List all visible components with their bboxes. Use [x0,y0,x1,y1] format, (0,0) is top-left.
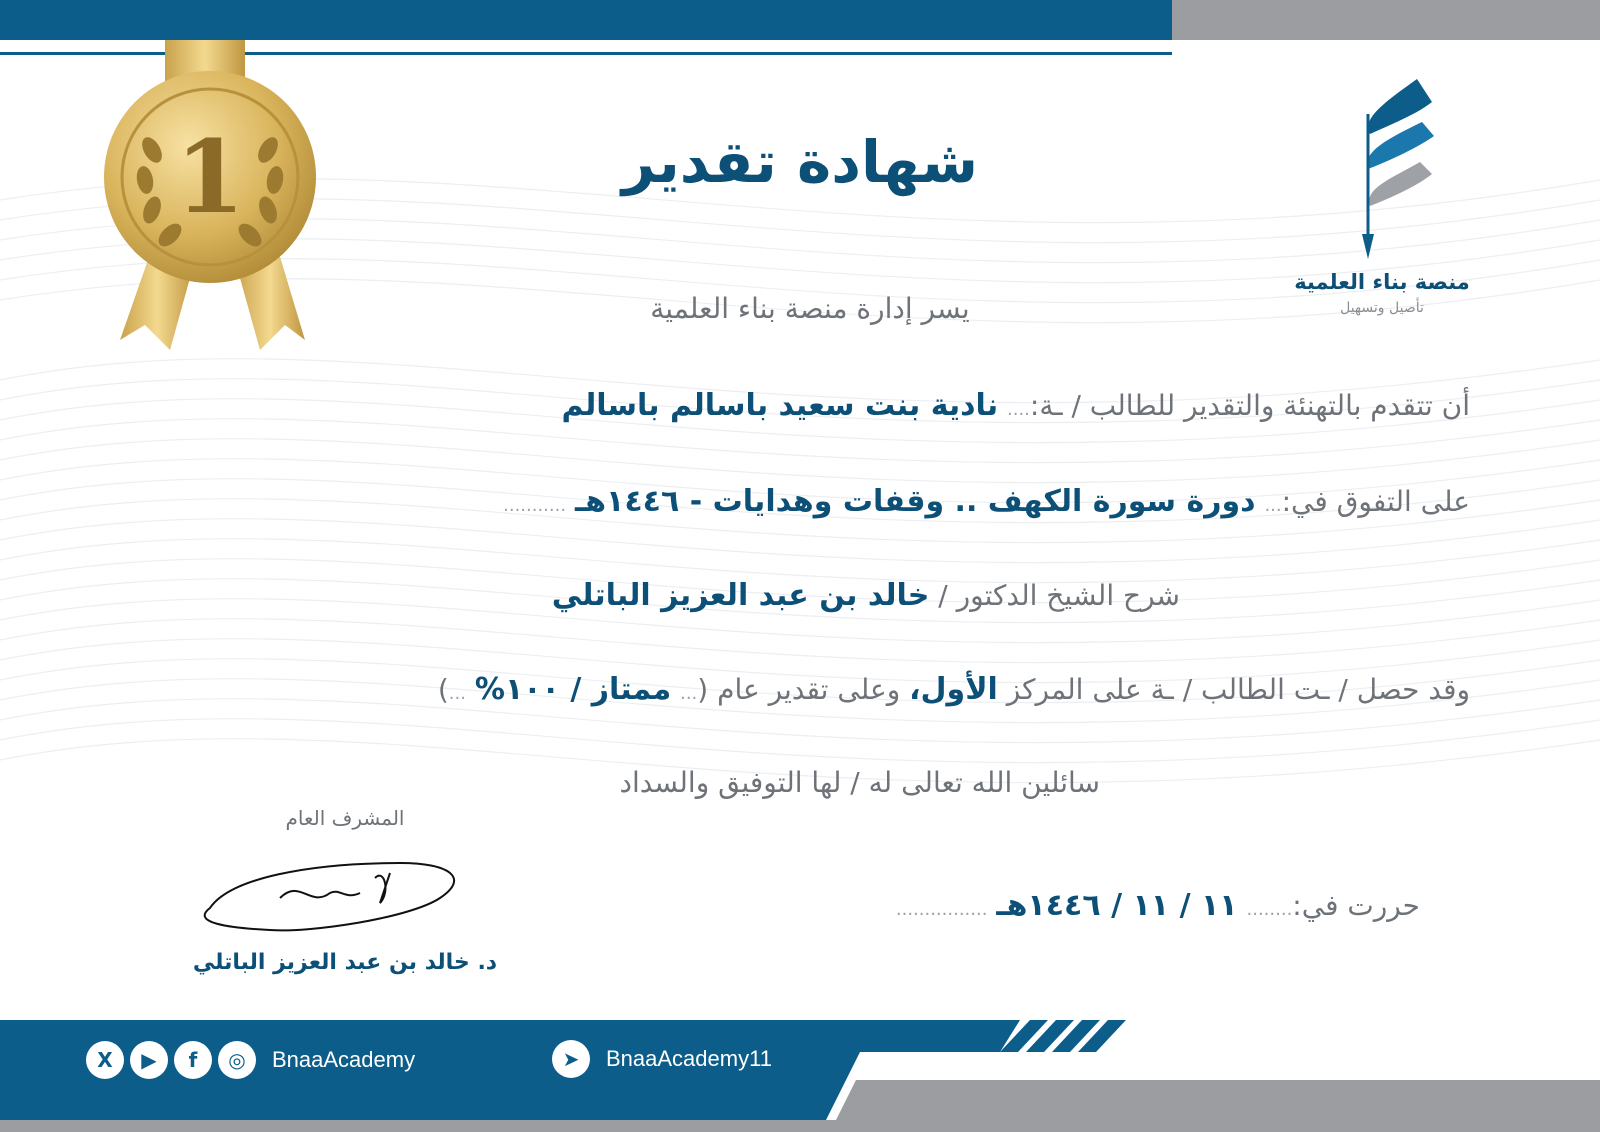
instagram-icon[interactable]: ◎ [218,1041,256,1079]
line-date: حررت في:........ ١١ / ١١ / ١٤٤٦هـ ................ [895,888,1420,923]
line4-prefix: وقد حصل / ـت الطالب / ـة على المركز [1006,673,1470,706]
signature-name: د. خالد بن عبد العزيز الباتلي [192,950,498,975]
logo-tagline: تأصيل وتسهيل [1340,300,1424,316]
medal-number: 1 [175,118,245,236]
line-grade: وقد حصل / ـت الطالب / ـة على المركز الأول، وعلى تقدير عام (... ممتاز / ١٠٠% ...) [437,672,1470,707]
telegram-handle[interactable]: BnaaAcademy11 [606,1046,772,1071]
social-links [86,1040,415,1080]
youtube-icon[interactable]: ▶ [130,1041,168,1079]
telegram-icon[interactable]: ➤ [552,1040,590,1078]
student-name: نادية بنت سعيد باسالم باسالم [561,388,999,423]
line4-middle: وعلى تقدير عام ( [697,673,901,706]
intro-text: يسر إدارة منصة بناء العلمية [650,292,970,325]
closing-text: سائلين الله تعالى له / لها التوفيق والسداد [619,766,1100,799]
line1-prefix: أن تتقدم بالتهنئة والتقدير للطالب / ـة: [1029,389,1470,422]
telegram-link[interactable] [552,1040,772,1078]
pen-logo-icon [1322,74,1442,264]
intro-line [0,292,1600,325]
x-icon[interactable]: X [86,1041,124,1079]
grade: ممتاز / ١٠٠% [474,672,672,707]
teacher-name: خالد بن عبد العزيز الباتلي [551,578,930,613]
top-gray-bar [1172,0,1600,40]
date-prefix: حررت في: [1292,889,1420,922]
facebook-icon[interactable]: f [174,1041,212,1079]
line4-suffix: ) [437,673,449,706]
line2-prefix: على التفوق في: [1281,485,1470,518]
line-closing [619,766,1100,799]
rank: الأول، [909,672,998,707]
signature-title: المشرف العام [285,806,405,830]
social-handle[interactable]: BnaaAcademy [272,1047,416,1072]
top-blue-bar [0,0,1172,40]
line-teacher [552,578,1180,613]
issue-date: ١١ / ١١ / ١٤٤٦هـ [996,888,1238,923]
course-name: دورة سورة الكهف .. وقفات وهدايات - ١٤٤٦هـ [574,484,1256,519]
logo-name: منصة بناء العلمية [1294,270,1470,294]
line-student: أن تتقدم بالتهنئة والتقدير للطالب / ـة:.... نادية بنت سعيد باسالم باسالم [561,388,1470,423]
signature-drawing [190,838,470,948]
line3-prefix: شرح الشيخ الدكتور / [938,579,1180,612]
line-course: على التفوق في:... دورة سورة الكهف .. وقفات وهدايات - ١٤٤٦هـ ........... [503,484,1470,519]
certificate-title: شهادة تقدير [621,128,979,196]
